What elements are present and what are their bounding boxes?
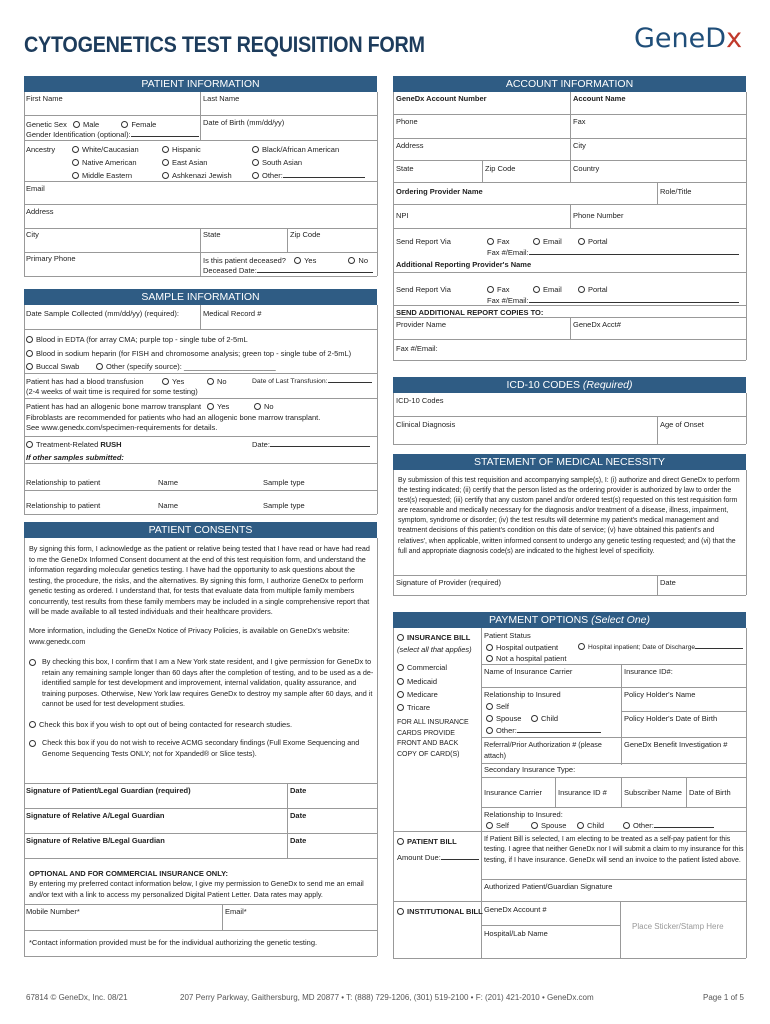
copy-acct-field[interactable]: GeneDx Acct# bbox=[573, 320, 621, 329]
clinical-diagnosis-field[interactable]: Clinical Diagnosis bbox=[396, 420, 456, 429]
divider bbox=[620, 901, 621, 958]
divider bbox=[481, 925, 620, 926]
ancestry-option[interactable]: Native American bbox=[72, 158, 137, 167]
sig-relative-b-field[interactable]: Signature of Relative B/Legal Guardian bbox=[26, 836, 165, 845]
divider bbox=[24, 181, 377, 182]
divider bbox=[482, 160, 483, 182]
divider bbox=[24, 398, 377, 399]
fax-email-field[interactable]: Fax #/Email: bbox=[487, 248, 739, 257]
mobile-field[interactable]: Mobile Number* bbox=[26, 907, 80, 916]
npi-field[interactable]: NPI bbox=[396, 211, 409, 220]
insurance-bill-option[interactable]: INSURANCE BILL bbox=[397, 633, 470, 642]
divider bbox=[24, 514, 377, 515]
divider bbox=[200, 305, 201, 329]
divider bbox=[481, 879, 746, 880]
select-all-note: (select all that applies) bbox=[397, 645, 472, 654]
payment-header: PAYMENT OPTIONS (Select One) bbox=[393, 612, 746, 628]
rel-child-option[interactable]: Child bbox=[531, 714, 558, 723]
divider bbox=[287, 228, 288, 252]
acmg-checkbox[interactable] bbox=[29, 739, 39, 748]
patient-bill-text: If Patient Bill is selected, I am electing to be treated as a self-pay patient for this testing. I agree that neither GeneDx nor I will submit a claim to my insurance for this testing, if I have insurance. GeneDx will send an invoice to the patient listed above. bbox=[484, 836, 744, 864]
patient-box-left bbox=[24, 92, 25, 276]
last-transfusion-field[interactable]: Date of Last Transfusion: bbox=[252, 378, 372, 386]
necessity-header: STATEMENT OF MEDICAL NECESSITY bbox=[393, 454, 746, 470]
divider bbox=[481, 763, 746, 764]
account-address-field[interactable]: Address bbox=[396, 141, 424, 150]
account-box-left bbox=[393, 92, 394, 360]
divider bbox=[393, 901, 746, 902]
consent-email-field[interactable]: Email* bbox=[225, 907, 247, 916]
divider bbox=[393, 272, 746, 273]
account-fax-field[interactable]: Fax bbox=[573, 117, 586, 126]
divider bbox=[555, 777, 556, 807]
ancestry-option[interactable]: Middle Eastern bbox=[72, 171, 132, 180]
institutional-bill-option[interactable]: INSTITUTIONAL BILL bbox=[397, 907, 483, 916]
sample-box-left bbox=[24, 305, 25, 514]
ancestry-label: Ancestry bbox=[26, 145, 56, 154]
first-name-field[interactable]: First Name bbox=[26, 94, 63, 103]
divider bbox=[481, 777, 746, 778]
account-name-field[interactable]: Account Name bbox=[573, 94, 626, 103]
account-number-field[interactable]: GeneDx Account Number bbox=[396, 94, 487, 103]
patient-consents-header: PATIENT CONSENTS bbox=[24, 522, 377, 538]
rel2-self-option[interactable]: Self bbox=[486, 821, 509, 830]
divider bbox=[657, 182, 658, 204]
patient-info-header: PATIENT INFORMATION bbox=[24, 76, 377, 92]
account-city-field[interactable]: City bbox=[573, 141, 586, 150]
medicaid-option[interactable]: Medicaid bbox=[397, 677, 437, 686]
send-copies-label: SEND ADDITIONAL REPORT COPIES TO: bbox=[396, 308, 544, 317]
holder-name-field[interactable]: Policy Holder's Name bbox=[624, 690, 696, 699]
divider bbox=[24, 490, 377, 491]
divider bbox=[24, 463, 377, 464]
other-samples-label: If other samples submitted: bbox=[26, 453, 124, 462]
rel-self-option[interactable]: Self bbox=[486, 702, 509, 711]
genetic-sex-label: Genetic Sex Male Female bbox=[26, 120, 157, 129]
divider bbox=[24, 276, 377, 277]
auth-field[interactable]: Referral/Prior Authorization # (please attach) bbox=[484, 740, 602, 760]
divider bbox=[24, 140, 377, 141]
payment-box-right bbox=[746, 628, 747, 958]
commercial-option[interactable]: Commercial bbox=[397, 663, 447, 672]
fibroblasts-note: Fibroblasts are recommended for patients who had an allogenic bone marrow transplant. bbox=[26, 413, 321, 422]
footer-copyright: 67814 © GeneDx, Inc. 08/21 bbox=[26, 993, 128, 1002]
rush-option[interactable]: Treatment-Related RUSH bbox=[26, 440, 122, 449]
rel2-child-option[interactable]: Child bbox=[577, 821, 604, 830]
send-email-option[interactable]: Email bbox=[533, 285, 562, 294]
send-email-option[interactable]: Email bbox=[533, 237, 562, 246]
divider bbox=[393, 360, 746, 361]
authorized-signature-field[interactable]: Authorized Patient/Guardian Signature bbox=[484, 882, 613, 891]
account-zip-field[interactable]: Zip Code bbox=[485, 164, 516, 173]
divider bbox=[393, 444, 746, 445]
rel-insured-label: Relationship to Insured bbox=[484, 690, 561, 699]
secondary-id-field[interactable]: Insurance ID # bbox=[558, 788, 607, 797]
divider bbox=[393, 339, 746, 340]
account-country-field[interactable]: Country bbox=[573, 164, 600, 173]
divider bbox=[570, 204, 571, 228]
divider bbox=[287, 783, 288, 858]
benefit-field[interactable]: GeneDx Benefit Investigation # bbox=[624, 740, 728, 749]
rel-other-option[interactable]: Other: bbox=[486, 726, 601, 735]
sig-patient-date[interactable]: Date bbox=[290, 786, 307, 795]
not-hospital-option[interactable]: Not a hospital patient bbox=[486, 654, 566, 663]
divider bbox=[621, 664, 622, 765]
female-radio[interactable] bbox=[121, 121, 128, 128]
divider bbox=[24, 204, 377, 205]
sig-relative-a-field[interactable]: Signature of Relative A/Legal Guardian bbox=[26, 811, 165, 820]
divider bbox=[481, 737, 746, 738]
divider bbox=[222, 904, 223, 930]
ny-consent-text: By checking this box, I confirm that I am a New York state resident, and I give permission for GeneDx to retain any remaining sample longer than 60 days after the completion of testing, and to be used as a de-identified sample for test development and improvement, internal validation, quality assurance, and training purposes. Otherwise, New York law requires GeneDx to destroy my sample after 60 days, and it cannot be used for test development studies. bbox=[42, 657, 374, 708]
transfusion-label: Patient has had a blood transfusion bbox=[26, 377, 144, 386]
necessity-box-left bbox=[393, 470, 394, 595]
footer-page-number: Page 1 of 5 bbox=[703, 993, 744, 1002]
copy-provider-name-field[interactable]: Provider Name bbox=[396, 320, 447, 329]
ancestry-option[interactable]: Black/African American bbox=[252, 145, 339, 154]
sig-patient-field[interactable]: Signature of Patient/Legal Guardian (required) bbox=[26, 786, 191, 795]
gender-id-field[interactable]: Gender Identification (optional): bbox=[26, 130, 199, 139]
marrow-yes[interactable]: Yes bbox=[207, 402, 229, 411]
deceased-question: Is this patient deceased? Yes No bbox=[203, 256, 369, 265]
divider bbox=[393, 182, 746, 183]
sig-relative-b-date[interactable]: Date bbox=[290, 836, 307, 845]
send-portal-option[interactable]: Portal bbox=[578, 237, 608, 246]
divider bbox=[24, 252, 377, 253]
edta-option[interactable]: Blood in EDTA (for array CMA; purple top - single tube of 2-5mL bbox=[26, 335, 248, 344]
divider bbox=[570, 317, 571, 339]
account-state-field[interactable]: State bbox=[396, 164, 414, 173]
ancestry-option[interactable]: East Asian bbox=[162, 158, 207, 167]
consents-box-right bbox=[377, 538, 378, 956]
send-portal-option[interactable]: Portal bbox=[578, 285, 608, 294]
state-field[interactable]: State bbox=[203, 230, 221, 239]
icd-codes-field[interactable]: ICD-10 Codes bbox=[396, 396, 444, 405]
last-name-field[interactable]: Last Name bbox=[203, 94, 240, 103]
medical-record-field[interactable]: Medical Record # bbox=[203, 309, 262, 318]
form-title: CYTOGENETICS TEST REQUISITION FORM bbox=[24, 32, 425, 57]
divider bbox=[393, 228, 746, 229]
rel2-other-option[interactable]: Other: bbox=[623, 821, 714, 830]
divider bbox=[24, 930, 377, 931]
payment-box-left bbox=[393, 628, 394, 958]
copy-fax-email-field[interactable]: Fax #/Email: bbox=[396, 344, 438, 353]
transfusion-yes[interactable]: Yes bbox=[162, 377, 184, 386]
icd-box-left bbox=[393, 393, 394, 444]
divider bbox=[24, 373, 377, 374]
genedx-logo bbox=[634, 22, 742, 56]
name-field[interactable]: Name bbox=[158, 478, 179, 487]
divider bbox=[657, 575, 658, 595]
logo-text: GeneD bbox=[634, 23, 727, 54]
ny-checkbox[interactable] bbox=[29, 658, 39, 667]
ordering-provider-field[interactable]: Ordering Provider Name bbox=[396, 187, 483, 196]
rel2-spouse-option[interactable]: Spouse bbox=[531, 821, 566, 830]
divider bbox=[621, 777, 622, 807]
divider bbox=[24, 783, 377, 784]
divider bbox=[24, 833, 377, 834]
send-fax-option[interactable]: Fax bbox=[487, 237, 510, 246]
sodium-heparin-option[interactable]: Blood in sodium heparin (for FISH and chromosome analysis; green top - single tube of 2-5mL) bbox=[26, 349, 351, 358]
patient-bill-option[interactable]: PATIENT BILL bbox=[397, 837, 457, 846]
city-field[interactable]: City bbox=[26, 230, 39, 239]
divider bbox=[200, 92, 201, 115]
divider bbox=[200, 115, 201, 140]
optional-text: By entering my preferred contact information below, I give my permission to GeneDx to send me an email and/or text with a link to access my personalized Digital Patient Letter. Data rates may apply. bbox=[29, 879, 364, 899]
secondary-insurance-field[interactable]: Secondary Insurance Type: bbox=[484, 765, 576, 774]
transfusion-no[interactable]: No bbox=[207, 377, 227, 386]
divider bbox=[24, 904, 377, 905]
fax-email-field[interactable]: Fax #/Email: bbox=[487, 296, 739, 305]
acmg-text: Check this box if you do not wish to receive ACMG secondary findings (Full Exome Sequencing and Genome Sequencing Tests ONLY; not for Xpanded® or Slice tests). bbox=[42, 738, 360, 758]
divider bbox=[393, 575, 746, 576]
sample-type-field[interactable]: Sample type bbox=[263, 478, 305, 487]
secondary-carrier-field[interactable]: Insurance Carrier bbox=[484, 788, 542, 797]
ancestry-option-other[interactable]: Other: bbox=[252, 171, 365, 180]
inpatient-option[interactable]: Hospital inpatient; Date of Discharge bbox=[578, 643, 743, 652]
ancestry-option[interactable]: Hispanic bbox=[162, 145, 201, 154]
rel-spouse-option[interactable]: Spouse bbox=[486, 714, 521, 723]
necessity-box-right bbox=[746, 470, 747, 595]
hospital-lab-field[interactable]: Hospital/Lab Name bbox=[484, 929, 548, 938]
outpatient-option[interactable]: Hospital outpatient bbox=[486, 643, 558, 652]
zip-field[interactable]: Zip Code bbox=[290, 230, 321, 239]
rush-date-field[interactable]: Date: bbox=[252, 440, 370, 449]
divider bbox=[481, 807, 746, 808]
provider-signature-field[interactable]: Signature of Provider (required) bbox=[396, 578, 502, 587]
account-info-header: ACCOUNT INFORMATION bbox=[393, 76, 746, 92]
account-phone-field[interactable]: Phone bbox=[396, 117, 418, 126]
divider bbox=[481, 687, 746, 688]
send-fax-option[interactable]: Fax bbox=[487, 285, 510, 294]
role-title-field[interactable]: Role/Title bbox=[660, 187, 692, 196]
divider bbox=[481, 664, 746, 665]
divider bbox=[393, 595, 746, 596]
divider bbox=[24, 956, 377, 957]
divider bbox=[24, 808, 377, 809]
amount-due-field[interactable]: Amount Due: bbox=[397, 853, 479, 862]
divider bbox=[393, 114, 746, 115]
sample-type-field[interactable]: Sample type bbox=[263, 501, 305, 510]
buccal-option[interactable]: Buccal Swab bbox=[26, 362, 79, 371]
ancestry-option[interactable]: Ashkenazi Jewish bbox=[162, 171, 232, 180]
icd-box-right bbox=[746, 393, 747, 444]
consents-box-left bbox=[24, 538, 25, 956]
send-report-label: Send Report Via bbox=[396, 237, 451, 246]
name-field[interactable]: Name bbox=[158, 501, 179, 510]
contact-note: *Contact information provided must be for the individual authorizing the genetic testing. bbox=[29, 938, 318, 947]
subscriber-dob-field[interactable]: Date of Birth bbox=[689, 788, 731, 797]
subscriber-name-field[interactable]: Subscriber Name bbox=[624, 788, 682, 797]
carrier-field[interactable]: Name of Insurance Carrier bbox=[484, 667, 573, 676]
relationship-field[interactable]: Relationship to patient bbox=[26, 501, 101, 510]
icd-header: ICD-10 CODES (Required) bbox=[393, 377, 746, 393]
ancestry-option[interactable]: South Asian bbox=[252, 158, 302, 167]
deceased-no[interactable] bbox=[348, 257, 355, 264]
patient-box-right bbox=[377, 92, 378, 276]
divider bbox=[393, 416, 746, 417]
insurance-id-field[interactable]: Insurance ID#: bbox=[624, 667, 673, 676]
divider bbox=[24, 858, 377, 859]
insurance-card-note: FOR ALL INSURANCE CARDS PROVIDE FRONT AND BACK COPY OF CARD(S) bbox=[397, 719, 469, 758]
divider bbox=[24, 436, 377, 437]
holder-dob-field[interactable]: Policy Holder's Date of Birth bbox=[624, 714, 718, 723]
dob-field[interactable]: Date of Birth (mm/dd/yy) bbox=[203, 118, 285, 127]
optout-checkbox[interactable]: Check this box if you wish to opt out of being contacted for research studies. bbox=[29, 720, 292, 729]
email-field[interactable]: Email bbox=[26, 184, 45, 193]
deceased-date-field[interactable]: Deceased Date: bbox=[203, 266, 373, 275]
marrow-no[interactable]: No bbox=[254, 402, 274, 411]
ancestry-option[interactable]: White/Caucasian bbox=[72, 145, 139, 154]
consent-paragraph: By signing this form, I acknowledge as the patient or relative being tested that I have read or have had read to me the GeneDx Informed Consent document at the end of this test requisition form, and understand the information regarding molecular genetics testing. I have had the opportunity to ask questions about the testing, the procedure, the risks, and the alternatives. By signing this form, I authorize GeneDx to perform genetic testing as ordered. I understand that, for tests that evaluate data from multiple family members concurrently, test results from these family members may be included in a single comprehensive report that will be made available to all tested individuals and their healthcare providers. bbox=[29, 544, 370, 616]
sample-box-right bbox=[377, 305, 378, 514]
transfusion-note: (2-4 weeks of wait time is required for some testing) bbox=[26, 387, 198, 396]
relationship-field[interactable]: Relationship to patient bbox=[26, 478, 101, 487]
provider-phone-field[interactable]: Phone Number bbox=[573, 211, 624, 220]
address-field[interactable]: Address bbox=[26, 207, 54, 216]
divider bbox=[393, 831, 746, 832]
divider bbox=[686, 777, 687, 807]
sticker-placeholder: Place Sticker/Stamp Here bbox=[632, 922, 724, 931]
sig-relative-a-date[interactable]: Date bbox=[290, 811, 307, 820]
primary-phone-field[interactable]: Primary Phone bbox=[26, 254, 76, 263]
sample-info-header: SAMPLE INFORMATION bbox=[24, 289, 377, 305]
footer-address: 207 Perry Parkway, Gaithersburg, MD 20877 • T: (888) 729-1206, (301) 519-2100 • F: (201) 421-2010 • GeneDx.com bbox=[180, 993, 594, 1002]
divider bbox=[393, 958, 746, 959]
divider bbox=[570, 92, 571, 182]
additional-provider-field[interactable]: Additional Reporting Provider's Name bbox=[396, 260, 532, 269]
rel-insured-2-label: Relationship to Insured: bbox=[484, 810, 563, 819]
privacy-paragraph: More information, including the GeneDx Notice of Privacy Policies, is available on GeneDx's website: www.genedx.com bbox=[29, 626, 350, 646]
patient-status-label: Patient Status bbox=[484, 631, 531, 640]
divider bbox=[24, 329, 377, 330]
send-report-label: Send Report Via bbox=[396, 285, 451, 294]
divider bbox=[657, 416, 658, 444]
optional-heading: OPTIONAL AND FOR COMMERCIAL INSURANCE ONLY: bbox=[29, 869, 229, 878]
necessity-text: By submission of this test requisition and accompanying sample(s), I: (i) authorize and direct GeneDx to perform the testing indicated; (ii) certify that the person listed as the ordering provider is authorized by law to order the test(s) requested; (iii) certify that any custom panel and/or ordered test(s) requested on this test requisition form are reasonable and medically necessary for the diagnosis and/or treatment of a disease, illness, impairment, symptom, syndrome or disorder; (iv) the test results will determine my patient's medical management and treatment decisions of this patient's condition on this date of service; (v) have obtained this patient's and relatives', when applicable, written informed consent to undergo any genetic testing requested; and (vi) that the full and appropriate diagnosis code(s) are indicated to the highest level of specificity. bbox=[398, 477, 740, 555]
divider bbox=[393, 138, 746, 139]
date-collected-field[interactable]: Date Sample Collected (mm/dd/yy) (required): bbox=[26, 309, 179, 318]
male-radio[interactable] bbox=[73, 121, 80, 128]
divider bbox=[393, 305, 746, 306]
divider bbox=[393, 160, 746, 161]
provider-sig-date[interactable]: Date bbox=[660, 578, 676, 587]
tricare-option[interactable]: Tricare bbox=[397, 703, 430, 712]
institutional-account-field[interactable]: GeneDx Account # bbox=[484, 905, 547, 914]
divider bbox=[621, 711, 746, 712]
logo-x: x bbox=[726, 23, 743, 54]
see-link: See www.genedx.com/specimen-requirements for details. bbox=[26, 423, 218, 432]
marrow-label: Patient has had an allogenic bone marrow transplant bbox=[26, 402, 202, 411]
account-box-right bbox=[746, 92, 747, 360]
deceased-yes[interactable] bbox=[294, 257, 301, 264]
age-onset-field[interactable]: Age of Onset bbox=[660, 420, 704, 429]
medicare-option[interactable]: Medicare bbox=[397, 690, 438, 699]
other-source-option[interactable]: Other (specify source): ______________________ bbox=[96, 362, 276, 371]
